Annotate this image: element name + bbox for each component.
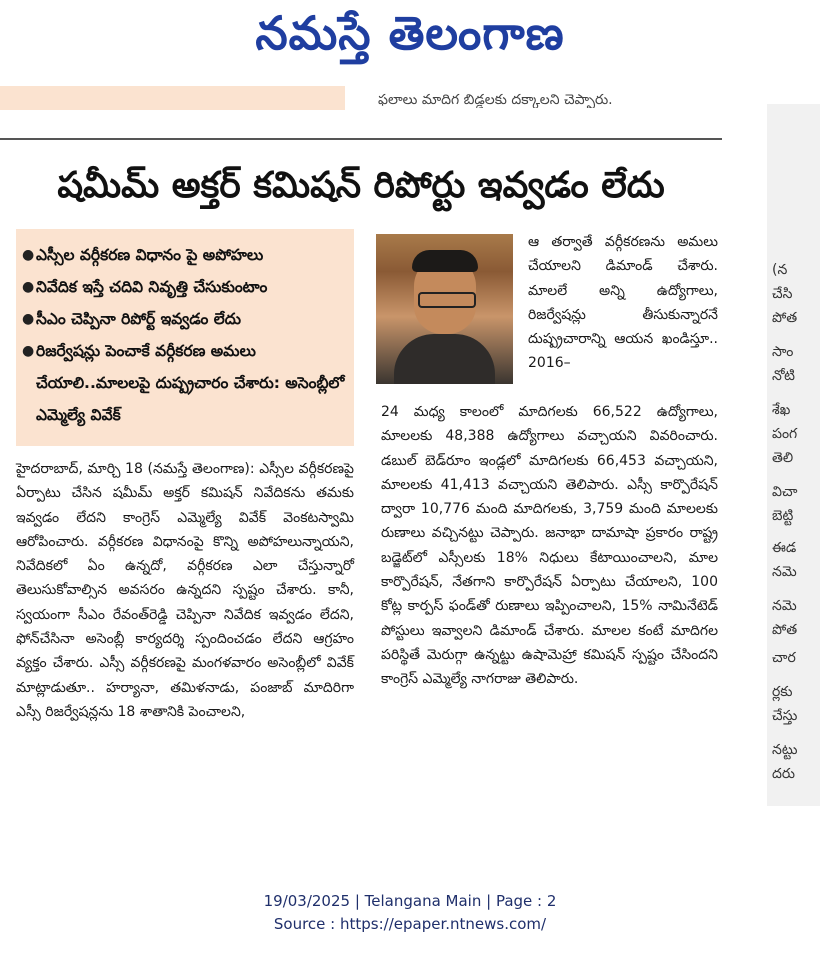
adjacent-article-line: చార	[772, 650, 796, 666]
adjacent-article-line: తెలి	[772, 450, 794, 466]
bullet-icon: ●	[22, 247, 35, 263]
adjacent-article-line: దరు	[772, 766, 796, 782]
adjacent-article-line: ఈడ	[772, 540, 797, 556]
adjacent-article-line: విచా	[772, 484, 798, 500]
photo-hair	[412, 250, 478, 272]
article-body-right-column	[381, 400, 718, 692]
adjacent-article-line: నట్టు	[772, 742, 798, 758]
article-body-right-top-text: ఆ తర్వాతే వర్గీకరణను అమలు చేయాలని డిమాండ్ చేశారు. మాలలే అన్ని ఉద్యోగాలు, రిజర్వేషన్లు తీసుకున్నారనే దుష్ప్రచారాన్ని ఆయన ఖండిస్తూ.. 2016–	[528, 234, 718, 372]
adjacent-article-line: పోత	[772, 622, 798, 638]
highlight-item: ● నివేదిక ఇస్తే చదివి నివృత్తి చేసుకుంటాం	[22, 271, 346, 303]
article-body-right-top	[528, 230, 718, 376]
highlight-item: ● ఎస్సీల వర్గీకరణ విధానం పై అపోహలు	[22, 239, 346, 271]
highlight-item: ● రిజర్వేషన్లు పెంచాకే వర్గీకరణ అమలు చేయాలి..మాలలపై దుష్ప్రచారం చేశారు: అసెంబ్లీలో ఎమ్మెల్యే వివేక్	[22, 335, 346, 431]
bullet-icon: ●	[22, 279, 35, 295]
adjacent-article-line: పోత	[772, 310, 798, 326]
article-body-right-text: 24 మధ్య కాలంలో మాదిగలకు 66,522 ఉద్యోగాలు, మాలలకు 48,388 ఉద్యోగాలు వచ్చాయని వివరించారు. డబుల్ బెడ్‌రూం ఇండ్లలో మాదిగలకు 66,453 వచ్చాయని, మాలలకు 41,413 వచ్చాయని తెలిపారు. ఎస్సీ కార్పొరేషన్ ద్వారా 10,776 మంది మాదిగలకు, 3,759 మంది మాలలకు రుణాలు వచ్చినట్టు చెప్పారు. జనాభా దామాషా ప్రకారం రాష్ట్ర బడ్జెట్‌లో ఎస్సీలకు 18% నిధులు కేటాయించాలని, మాల కార్పొరేషన్, నేతగాని కార్పొరేషన్ ఏర్పాటు చేయాలని, 100 కోట్ల కార్పస్ ఫండ్‌తో రుణాలు ఇప్పించాలని, 15% నామినేటెడ్ పోస్టులు ఇవ్వాలని డిమాండ్ చేశారు. మాలల కంటే మాదిగల పరిస్థితే మెరుగ్గా ఉన్నట్టు ఉషామెహ్రా కమిషన్ స్పష్టం చేసిందని కాంగ్రెస్ ఎమ్మెల్యే నాగరాజు తెలిపారు.	[381, 404, 718, 688]
previous-article-text: ఫలాలు మాదిగ బిడ్డలకు దక్కాలని చెప్పారు.	[378, 92, 613, 108]
adjacent-article-line: పంగ	[772, 426, 798, 442]
masthead-title: నమస్తే తెలంగాణ	[255, 6, 565, 60]
adjacent-article-line: ర్లకు	[772, 684, 793, 700]
footer-date-line: 19/03/2025 | Telangana Main | Page : 2	[263, 892, 557, 910]
article-body-left-text: హైదరాబాద్, మార్చి 18 (నమస్తే తెలంగాణ): ఎస్సీల వర్గీకరణపై ఏర్పాటు చేసిన షమీమ్ అక్తర్ కమిషన్ నివేదికను తమకు ఇవ్వడం లేదని కాంగ్రెస్ ఎమ్మెల్యే వివేక్ వెంకటస్వామి ఆరోపించారు. వర్గీకరణ విధానంపై కొన్ని అపోహలున్నాయని, నివేదికలో ఏం ఉన్నదో, వర్గీకరణ ఎలా చేస్తున్నారో తెలుసుకోవాల్సిన అవసరం ఉన్నదని స్పష్టం చేశారు. కానీ, స్వయంగా సీఎం రేవంత్‌రెడ్డి చెప్పినా నివేదిక ఇవ్వడం లేదని, ఫోన్‌చేసినా అసెంబ్లీ కార్యదర్శి స్పందించడం లేదని ఆగ్రహం వ్యక్తం చేశారు. ఎస్సీ వర్గీకరణపై మంగళవారం అసెంబ్లీలో వివేక్ మాట్లాడుతూ.. హర్యానా, తమిళనాడు, పంజాబ్ మాదిరిగా ఎస్సీ రిజర్వేషన్లను 18 శాతానికి పెంచాలని,	[16, 461, 354, 720]
highlight-item: ● సీఎం చెప్పినా రిపోర్ట్ ఇవ్వడం లేదు	[22, 303, 346, 335]
photo-suit	[394, 334, 495, 384]
section-divider	[0, 138, 722, 140]
bullet-icon: ●	[22, 311, 35, 327]
adjacent-article-line: చేస్తు	[772, 708, 798, 724]
highlights-box	[16, 229, 354, 446]
mla-portrait-photo	[376, 234, 513, 384]
previous-article-strip	[0, 86, 345, 110]
adjacent-article-line: (న	[772, 262, 788, 278]
highlights-list	[16, 229, 354, 431]
article-headline: షమీమ్ అక్తర్ కమిషన్ రిపోర్టు ఇవ్వడం లేదు	[57, 165, 665, 206]
adjacent-article-line: సాం	[772, 344, 794, 360]
adjacent-article-line: నమె	[772, 598, 797, 614]
adjacent-article-line: చేసి	[772, 286, 793, 302]
footer-source-link[interactable]: Source : https://epaper.ntnews.com/	[273, 915, 547, 933]
adjacent-article-line: శేఖ	[772, 402, 791, 418]
photo-glasses	[418, 292, 476, 308]
article-body-left-column	[16, 457, 354, 827]
adjacent-article-line: బెట్టి	[772, 508, 794, 524]
masthead	[0, 0, 820, 70]
adjacent-article-line: నోటి	[772, 368, 795, 384]
bullet-icon: ●	[22, 343, 35, 359]
adjacent-article-line: నమె	[772, 564, 797, 580]
